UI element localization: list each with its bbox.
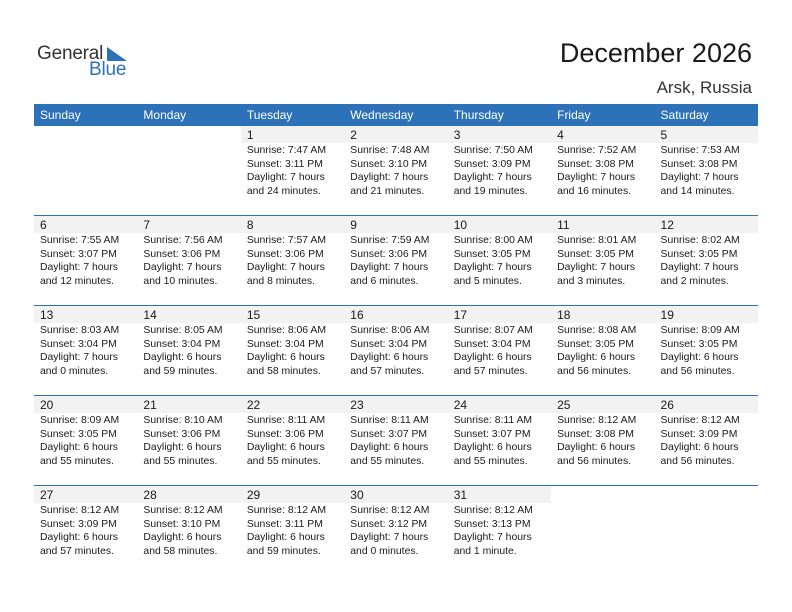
day-number: 23 (350, 398, 364, 412)
day-sunrise: Sunrise: 8:09 AM (660, 325, 740, 336)
week-row (34, 396, 758, 486)
day-number: 19 (660, 308, 674, 322)
day-daylight1: Daylight: 7 hours (246, 262, 325, 273)
day-sunrise: Sunrise: 7:52 AM (557, 145, 637, 156)
day-number-band (241, 216, 344, 233)
day-sunrise: Sunrise: 8:11 AM (246, 415, 326, 426)
day-daylight2: and 58 minutes. (246, 365, 321, 377)
day-number: 17 (453, 308, 468, 322)
day-daylight2: and 56 minutes. (660, 365, 735, 377)
day-sun-info (557, 144, 636, 198)
day-cell (34, 396, 137, 486)
day-sunrise: Sunrise: 8:02 AM (660, 235, 740, 246)
day-number: 7 (143, 218, 151, 232)
day-sunset: Sunset: 3:13 PM (453, 518, 531, 530)
week-row (34, 306, 758, 396)
day-sunset: Sunset: 3:09 PM (660, 428, 738, 440)
day-sunset: Sunset: 3:05 PM (557, 248, 634, 260)
day-sunrise: Sunrise: 8:11 AM (453, 415, 533, 426)
day-daylight2: and 16 minutes. (557, 185, 632, 197)
day-daylight2: and 21 minutes. (350, 185, 425, 197)
day-sunrise: Sunrise: 8:12 AM (246, 505, 326, 516)
day-sunset: Sunset: 3:06 PM (246, 248, 324, 260)
day-daylight2: and 0 minutes. (350, 545, 419, 557)
day-number-band (137, 216, 240, 233)
day-sun-info (661, 324, 740, 378)
day-sun-info (40, 504, 119, 558)
day-sunset: Sunset: 3:07 PM (453, 428, 531, 440)
day-daylight2: and 19 minutes. (453, 185, 528, 197)
day-sunrise: Sunrise: 7:59 AM (350, 235, 430, 246)
day-daylight1: Daylight: 6 hours (143, 442, 222, 453)
day-sun-info (247, 324, 326, 378)
day-daylight2: and 2 minutes. (660, 275, 729, 287)
day-daylight2: and 57 minutes. (40, 545, 114, 557)
day-sun-info (350, 414, 428, 468)
day-cell (655, 486, 758, 576)
day-sun-info (247, 504, 326, 558)
day-daylight2: and 55 minutes. (143, 455, 218, 467)
day-daylight2: and 10 minutes. (143, 275, 218, 287)
day-daylight2: and 57 minutes. (350, 365, 425, 377)
day-sun-info (143, 504, 222, 558)
day-sun-info (247, 414, 325, 468)
day-cell (655, 306, 758, 396)
day-cell (137, 396, 240, 486)
day-cell (344, 396, 447, 486)
day-number: 20 (40, 398, 54, 412)
day-number: 13 (40, 308, 54, 322)
day-daylight1: Daylight: 6 hours (40, 532, 118, 543)
day-cell (344, 216, 447, 306)
day-sunset: Sunset: 3:08 PM (660, 158, 738, 170)
day-cell (655, 216, 758, 306)
day-daylight1: Daylight: 6 hours (246, 532, 325, 543)
day-sunset: Sunset: 3:07 PM (40, 248, 117, 260)
day-daylight2: and 8 minutes. (246, 275, 316, 287)
day-cell (241, 216, 344, 306)
day-daylight1: Daylight: 7 hours (350, 532, 429, 543)
day-sun-info (247, 234, 326, 288)
day-sunset: Sunset: 3:04 PM (453, 338, 531, 350)
day-daylight1: Daylight: 7 hours (557, 172, 636, 183)
day-number-band (448, 126, 551, 143)
day-sun-info (454, 504, 533, 558)
day-sunrise: Sunrise: 7:47 AM (246, 145, 326, 156)
day-sun-info (350, 504, 429, 558)
day-sunset: Sunset: 3:12 PM (350, 518, 428, 530)
day-number: 21 (143, 398, 157, 412)
day-number: 6 (40, 218, 47, 232)
day-number-band (344, 126, 447, 143)
day-sunrise: Sunrise: 8:12 AM (350, 505, 430, 516)
day-sunset: Sunset: 3:06 PM (143, 248, 221, 260)
day-sunset: Sunset: 3:06 PM (143, 428, 221, 440)
day-sunrise: Sunrise: 8:09 AM (40, 415, 120, 426)
day-daylight2: and 59 minutes. (143, 365, 218, 377)
day-sunrise: Sunrise: 8:06 AM (350, 325, 430, 336)
day-sun-info (143, 414, 222, 468)
day-sunrise: Sunrise: 8:12 AM (453, 505, 533, 516)
day-number: 16 (350, 308, 364, 322)
day-cell (241, 126, 344, 216)
day-daylight2: and 59 minutes. (246, 545, 321, 557)
day-daylight1: Daylight: 6 hours (143, 352, 222, 363)
day-daylight1: Daylight: 6 hours (246, 442, 325, 453)
day-daylight1: Daylight: 6 hours (557, 442, 636, 453)
weekday-header: Saturday (660, 108, 709, 122)
day-number: 9 (350, 218, 357, 232)
logo-text-general: General (37, 43, 104, 64)
calendar-location: Arsk, Russia (656, 78, 752, 97)
day-sunset: Sunset: 3:06 PM (246, 428, 324, 440)
day-cell (448, 486, 551, 576)
day-sun-info (350, 144, 429, 198)
day-daylight1: Daylight: 6 hours (40, 442, 118, 453)
day-sunrise: Sunrise: 8:07 AM (453, 325, 533, 336)
day-sun-info (247, 144, 326, 198)
day-cell (137, 126, 240, 216)
day-cell (448, 306, 551, 396)
day-sunrise: Sunrise: 7:50 AM (453, 145, 533, 156)
day-daylight2: and 6 minutes. (350, 275, 419, 287)
day-sunset: Sunset: 3:05 PM (453, 248, 531, 260)
day-number: 15 (246, 308, 261, 322)
day-cell (448, 216, 551, 306)
day-daylight1: Daylight: 6 hours (350, 352, 429, 363)
day-daylight1: Daylight: 7 hours (557, 262, 636, 273)
day-number: 14 (143, 308, 157, 322)
day-daylight2: and 56 minutes. (557, 455, 632, 467)
day-number: 3 (453, 128, 461, 142)
day-sun-info (661, 234, 740, 288)
week-row (34, 216, 758, 306)
day-number: 30 (350, 488, 364, 502)
day-daylight1: Daylight: 6 hours (660, 442, 739, 453)
day-cell (551, 126, 654, 216)
day-number-band (241, 126, 344, 143)
day-sunset: Sunset: 3:10 PM (143, 518, 221, 530)
day-daylight1: Daylight: 6 hours (557, 352, 636, 363)
day-number: 29 (246, 488, 261, 502)
day-cell (344, 306, 447, 396)
day-daylight1: Daylight: 7 hours (143, 262, 222, 273)
weekday-header: Tuesday (246, 108, 293, 122)
day-sunset: Sunset: 3:04 PM (246, 338, 324, 350)
day-sunset: Sunset: 3:04 PM (143, 338, 221, 350)
day-daylight2: and 0 minutes. (40, 365, 109, 377)
day-cell (448, 396, 551, 486)
week-row (34, 486, 758, 576)
day-cell (34, 306, 137, 396)
day-sunset: Sunset: 3:05 PM (660, 248, 738, 260)
day-sunrise: Sunrise: 8:06 AM (246, 325, 326, 336)
day-daylight2: and 55 minutes. (350, 455, 425, 467)
day-sunrise: Sunrise: 8:03 AM (40, 325, 120, 336)
day-daylight1: Daylight: 7 hours (660, 172, 739, 183)
day-cell (655, 396, 758, 486)
day-cell (551, 486, 654, 576)
day-daylight1: Daylight: 6 hours (350, 442, 429, 453)
day-daylight1: Daylight: 7 hours (40, 352, 118, 363)
weekday-header-row (34, 104, 758, 126)
day-sunset: Sunset: 3:08 PM (557, 158, 634, 170)
day-sun-info (661, 414, 740, 468)
day-sunset: Sunset: 3:05 PM (40, 428, 117, 440)
day-sunrise: Sunrise: 7:57 AM (246, 235, 326, 246)
day-sunset: Sunset: 3:08 PM (557, 428, 634, 440)
day-sun-info (557, 324, 636, 378)
day-sun-info (143, 234, 222, 288)
day-daylight2: and 55 minutes. (453, 455, 528, 467)
day-number: 28 (143, 488, 157, 502)
day-number: 5 (660, 128, 668, 142)
day-cell (344, 126, 447, 216)
day-number: 2 (350, 128, 357, 142)
day-daylight2: and 55 minutes. (40, 455, 114, 467)
day-daylight2: and 55 minutes. (246, 455, 321, 467)
day-number: 24 (453, 398, 468, 412)
day-sun-info (454, 144, 533, 198)
day-cell (551, 306, 654, 396)
day-sunset: Sunset: 3:11 PM (246, 518, 323, 530)
day-sunset: Sunset: 3:11 PM (246, 158, 323, 170)
day-number-band (551, 126, 654, 143)
day-sun-info (40, 324, 119, 378)
day-sunrise: Sunrise: 7:56 AM (143, 235, 223, 246)
day-sunset: Sunset: 3:04 PM (350, 338, 428, 350)
day-cell (34, 126, 137, 216)
logo-text-blue: Blue (89, 59, 127, 80)
day-sunset: Sunset: 3:06 PM (350, 248, 428, 260)
day-number-band (344, 216, 447, 233)
day-sunset: Sunset: 3:04 PM (40, 338, 117, 350)
day-daylight2: and 58 minutes. (143, 545, 218, 557)
weekday-header: Wednesday (350, 108, 414, 122)
day-number: 1 (246, 128, 254, 142)
day-daylight2: and 14 minutes. (660, 185, 735, 197)
day-sun-info (40, 234, 119, 288)
week-row (34, 126, 758, 216)
day-daylight1: Daylight: 7 hours (40, 262, 118, 273)
day-number-band (655, 126, 758, 143)
day-number: 8 (246, 218, 254, 232)
day-cell (551, 216, 654, 306)
day-sunset: Sunset: 3:09 PM (453, 158, 531, 170)
day-cell (34, 216, 137, 306)
day-daylight1: Daylight: 6 hours (660, 352, 739, 363)
day-sun-info (454, 324, 533, 378)
day-daylight1: Daylight: 7 hours (453, 172, 532, 183)
day-cell (34, 486, 137, 576)
day-number: 27 (40, 488, 54, 502)
day-daylight2: and 5 minutes. (453, 275, 522, 287)
day-daylight2: and 56 minutes. (557, 365, 632, 377)
day-number: 12 (660, 218, 674, 232)
weekday-header: Sunday (40, 108, 81, 122)
calendar-title: December 2026 (559, 38, 752, 68)
day-sunrise: Sunrise: 8:00 AM (453, 235, 533, 246)
day-cell (551, 396, 654, 486)
day-sun-info (557, 234, 636, 288)
day-daylight2: and 12 minutes. (40, 275, 114, 287)
day-sunrise: Sunrise: 8:12 AM (40, 505, 120, 516)
day-sun-info (40, 414, 119, 468)
day-daylight1: Daylight: 6 hours (453, 442, 532, 453)
day-sunrise: Sunrise: 8:12 AM (143, 505, 223, 516)
weekday-header: Friday (557, 108, 591, 122)
weekday-header: Monday (143, 108, 187, 122)
day-cell (241, 306, 344, 396)
day-number: 11 (557, 218, 570, 232)
day-sunrise: Sunrise: 7:48 AM (350, 145, 430, 156)
day-sunrise: Sunrise: 7:55 AM (40, 235, 120, 246)
day-daylight2: and 3 minutes. (557, 275, 626, 287)
day-number: 31 (453, 488, 468, 502)
day-daylight1: Daylight: 6 hours (143, 532, 222, 543)
day-daylight1: Daylight: 7 hours (246, 172, 325, 183)
day-sun-info (350, 234, 429, 288)
day-cell (655, 126, 758, 216)
day-daylight2: and 56 minutes. (660, 455, 735, 467)
day-cell (137, 216, 240, 306)
day-number: 4 (557, 128, 564, 142)
day-sun-info (454, 414, 532, 468)
day-sun-info (143, 324, 222, 378)
day-sunset: Sunset: 3:05 PM (660, 338, 738, 350)
weekday-header: Thursday (453, 108, 504, 122)
day-sunrise: Sunrise: 8:10 AM (143, 415, 223, 426)
day-cell (448, 126, 551, 216)
day-cell (344, 486, 447, 576)
day-number: 25 (557, 398, 571, 412)
day-daylight2: and 1 minute. (453, 545, 517, 557)
day-daylight1: Daylight: 7 hours (453, 262, 532, 273)
day-daylight1: Daylight: 6 hours (246, 352, 325, 363)
day-daylight1: Daylight: 7 hours (350, 172, 429, 183)
day-sun-info (661, 144, 740, 198)
day-sunrise: Sunrise: 8:01 AM (557, 235, 637, 246)
day-sunset: Sunset: 3:10 PM (350, 158, 428, 170)
day-sunrise: Sunrise: 8:05 AM (143, 325, 223, 336)
generalblue-logo (37, 43, 137, 83)
day-sunset: Sunset: 3:05 PM (557, 338, 634, 350)
day-sun-info (350, 324, 429, 378)
day-sunrise: Sunrise: 7:53 AM (660, 145, 740, 156)
day-sunset: Sunset: 3:09 PM (40, 518, 117, 530)
day-daylight2: and 24 minutes. (246, 185, 321, 197)
day-number-band (34, 216, 137, 233)
day-sun-info (557, 414, 636, 468)
day-daylight1: Daylight: 7 hours (453, 532, 532, 543)
day-cell (241, 486, 344, 576)
day-cell (241, 396, 344, 486)
day-cell (137, 486, 240, 576)
day-sunset: Sunset: 3:07 PM (350, 428, 428, 440)
day-daylight1: Daylight: 7 hours (660, 262, 739, 273)
day-sunrise: Sunrise: 8:08 AM (557, 325, 637, 336)
day-number: 18 (557, 308, 571, 322)
day-sun-info (454, 234, 533, 288)
day-number: 10 (453, 218, 468, 232)
day-daylight1: Daylight: 6 hours (453, 352, 532, 363)
day-sunrise: Sunrise: 8:12 AM (660, 415, 740, 426)
day-daylight2: and 57 minutes. (453, 365, 528, 377)
day-daylight1: Daylight: 7 hours (350, 262, 429, 273)
day-cell (137, 306, 240, 396)
day-sunrise: Sunrise: 8:12 AM (557, 415, 637, 426)
day-number: 26 (660, 398, 674, 412)
day-sunrise: Sunrise: 8:11 AM (350, 415, 429, 426)
day-number: 22 (246, 398, 261, 412)
